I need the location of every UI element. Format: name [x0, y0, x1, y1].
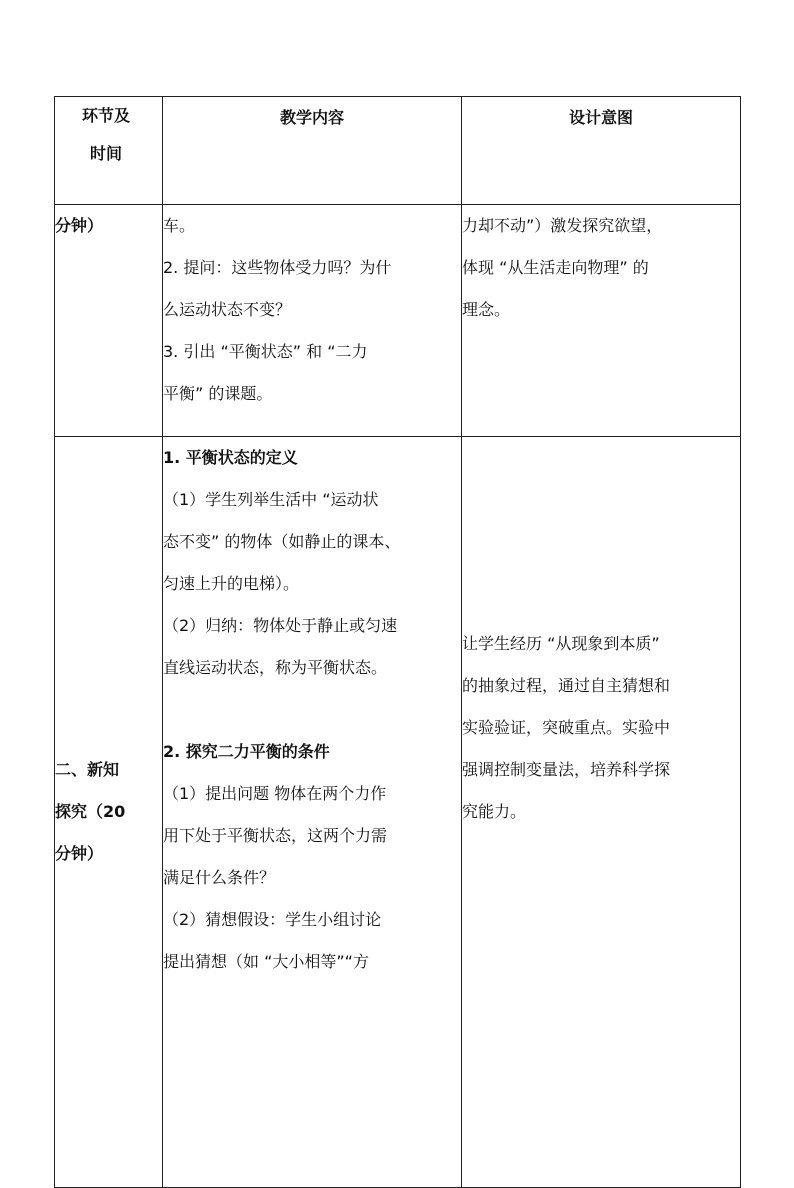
content-line: （1）学生列举生活中 “运动状	[163, 490, 379, 509]
content-line: （2）归纳：物体处于静止或匀速	[163, 616, 398, 635]
row1-intent	[462, 205, 741, 437]
intent-line: 力却不动”）激发探究欲望，	[462, 216, 663, 235]
content-line: 提出猜想（如 “大小相等”“方	[163, 952, 369, 971]
intent-line: 的抽象过程，通过自主猜想和	[462, 676, 671, 695]
header-intent: 设计意图	[462, 97, 741, 205]
blank-line	[163, 689, 461, 731]
row2-stage	[55, 437, 163, 1188]
content-line: 匀速上升的电梯）。	[163, 574, 300, 593]
intent-line: 体现 “从生活走向物理” 的	[462, 258, 649, 277]
stage-line: 分钟）	[55, 844, 104, 863]
row1-stage: 分钟）	[55, 205, 163, 437]
content-line: 2. 提问：这些物体受力吗？为什	[163, 258, 392, 277]
content-line: 满足什么条件？	[163, 868, 276, 887]
stage-line: 二、新知	[55, 760, 120, 779]
lesson-plan-table	[54, 96, 741, 1188]
content-line: 用下处于平衡状态，这两个力需	[163, 826, 388, 845]
header-stage-time	[55, 97, 163, 205]
content-line: 平衡” 的课题。	[163, 384, 273, 403]
table-header-row	[55, 97, 741, 205]
intent-line: 究能力。	[462, 802, 527, 821]
intent-line: 强调控制变量法，培养科学探	[462, 760, 671, 779]
header-stage-line1: 环节及	[82, 106, 131, 125]
table-row	[55, 205, 741, 437]
content-line: 车。	[163, 216, 196, 235]
intent-line: 实验验证，突破重点。实验中	[462, 718, 671, 737]
row1-content	[163, 205, 462, 437]
stage-line: 探究（20	[55, 802, 126, 821]
content-line: 么运动状态不变？	[163, 300, 292, 319]
header-content: 教学内容	[163, 97, 462, 205]
content-line: 3. 引出 “平衡状态” 和 “二力	[163, 342, 368, 361]
table-row	[55, 437, 741, 1188]
section-heading: 1. 平衡状态的定义	[163, 448, 298, 467]
row2-content	[163, 437, 462, 1188]
header-stage-line2: 时间	[90, 144, 123, 163]
content-line: 态不变” 的物体（如静止的课本、	[163, 532, 401, 551]
content-line: 直线运动状态，称为平衡状态。	[163, 658, 388, 677]
row2-intent	[462, 437, 741, 1188]
intent-line: 理念。	[462, 300, 511, 319]
intent-line: 让学生经历 “从现象到本质”	[462, 634, 660, 653]
content-line: （1）提出问题 物体在两个力作	[163, 784, 387, 803]
content-line: （2）猜想假设：学生小组讨论	[163, 910, 382, 929]
section-heading: 2. 探究二力平衡的条件	[163, 742, 330, 761]
